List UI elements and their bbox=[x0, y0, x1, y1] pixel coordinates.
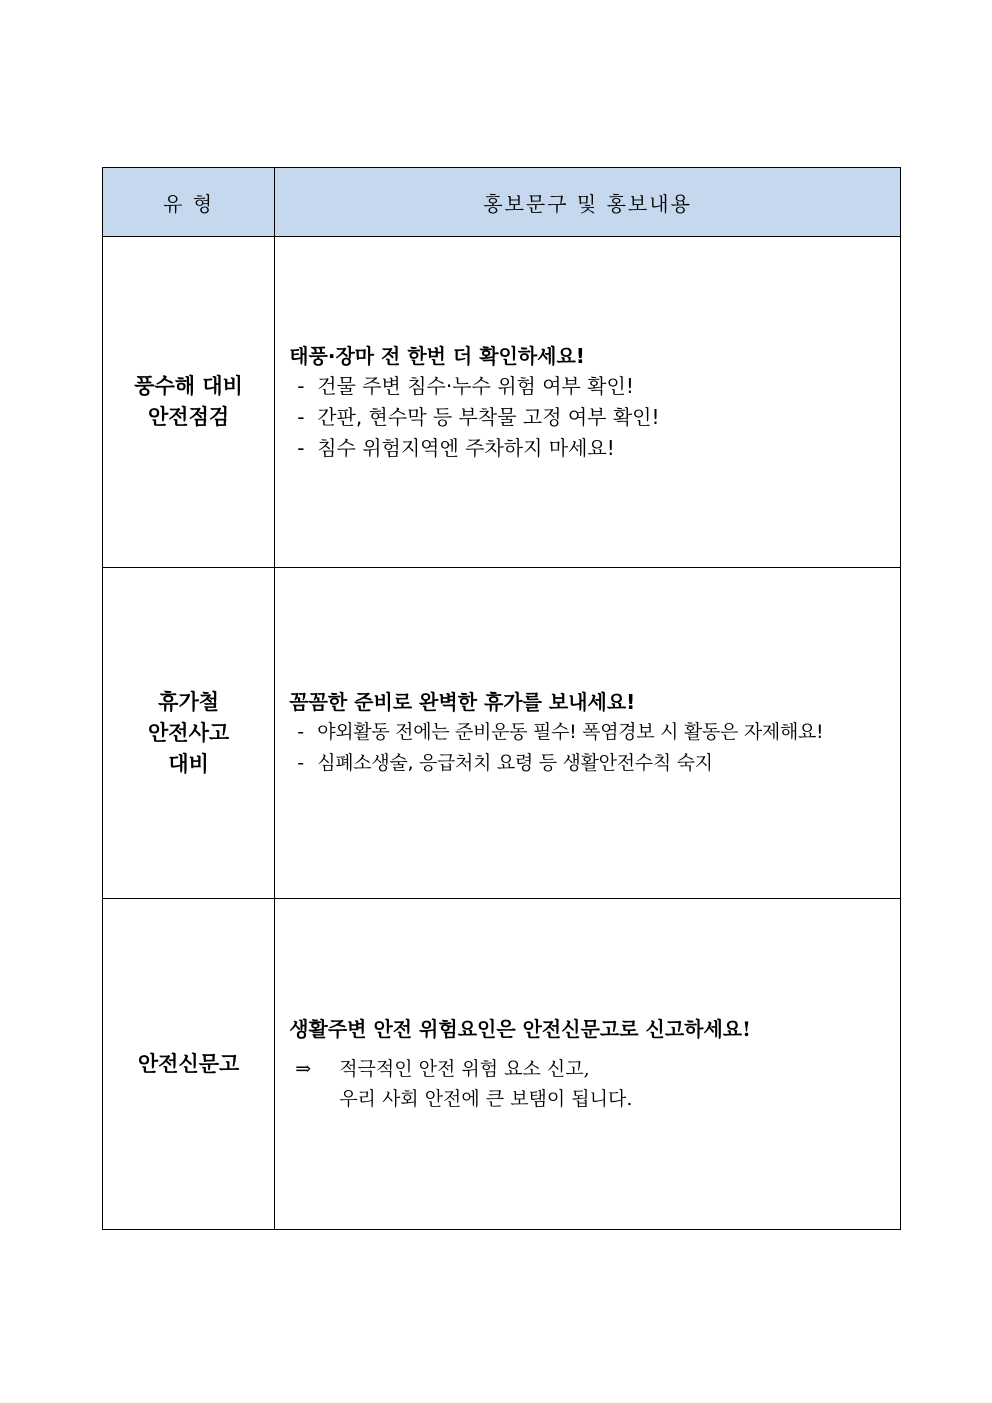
row-headline: 꼼꼼한 준비로 완벽한 휴가를 보내세요! bbox=[289, 690, 636, 714]
type-label: 풍수해 대비 bbox=[134, 374, 243, 398]
table-header-row bbox=[103, 168, 901, 237]
bullet-marker: - bbox=[297, 752, 304, 774]
type-label: 안전점검 bbox=[148, 405, 230, 429]
bullet-marker: - bbox=[297, 435, 305, 460]
row-headline: 생활주변 안전 위험요인은 안전신문고로 신고하세요! bbox=[289, 1017, 751, 1041]
table-row bbox=[103, 237, 901, 568]
type-label: 대비 bbox=[168, 751, 209, 776]
bullet-marker: - bbox=[297, 721, 304, 743]
bullet-list bbox=[289, 371, 896, 464]
list-item bbox=[289, 433, 896, 464]
note-text: 적극적인 안전 위험 요소 신고, bbox=[339, 1058, 590, 1080]
bullet-text: 심폐소생술, 응급처치 요령 등 생활안전수칙 숙지 bbox=[317, 752, 713, 774]
type-label: 안전신문고 bbox=[137, 1051, 240, 1076]
content-cell bbox=[275, 899, 901, 1230]
promotion-table bbox=[102, 167, 901, 1230]
type-label: 휴가철 bbox=[158, 689, 220, 714]
bullet-text: 야외활동 전에는 준비운동 필수! 폭염경보 시 활동은 자제해요! bbox=[317, 721, 824, 743]
table-row bbox=[103, 899, 901, 1230]
type-cell bbox=[103, 237, 275, 568]
bullet-marker: - bbox=[297, 373, 305, 398]
content-cell bbox=[275, 568, 901, 899]
note-line: 우리 사회 안전에 큰 보탬이 됩니다. bbox=[339, 1088, 633, 1110]
bullet-text: 건물 주변 침수·누수 위험 여부 확인! bbox=[317, 373, 634, 398]
implies-arrow-icon: ⇒ bbox=[295, 1058, 312, 1080]
table-row bbox=[103, 568, 901, 899]
note-block bbox=[289, 1054, 896, 1114]
type-label: 안전사고 bbox=[148, 720, 230, 745]
header-type: 유 형 bbox=[103, 168, 275, 237]
content-cell bbox=[275, 237, 901, 568]
header-content: 홍보문구 및 홍보내용 bbox=[275, 168, 901, 237]
list-item bbox=[289, 402, 896, 433]
bullet-text: 침수 위험지역엔 주차하지 마세요! bbox=[317, 435, 615, 460]
type-cell bbox=[103, 899, 275, 1230]
type-cell bbox=[103, 568, 275, 899]
row-headline: 태풍·장마 전 한번 더 확인하세요! bbox=[289, 343, 585, 368]
bullet-list bbox=[289, 717, 896, 779]
note-line bbox=[289, 1054, 896, 1084]
bullet-marker: - bbox=[297, 404, 305, 429]
bullet-text: 간판, 현수막 등 부착물 고정 여부 확인! bbox=[317, 404, 660, 429]
list-item bbox=[289, 717, 896, 748]
list-item bbox=[289, 371, 896, 402]
list-item bbox=[289, 748, 896, 779]
